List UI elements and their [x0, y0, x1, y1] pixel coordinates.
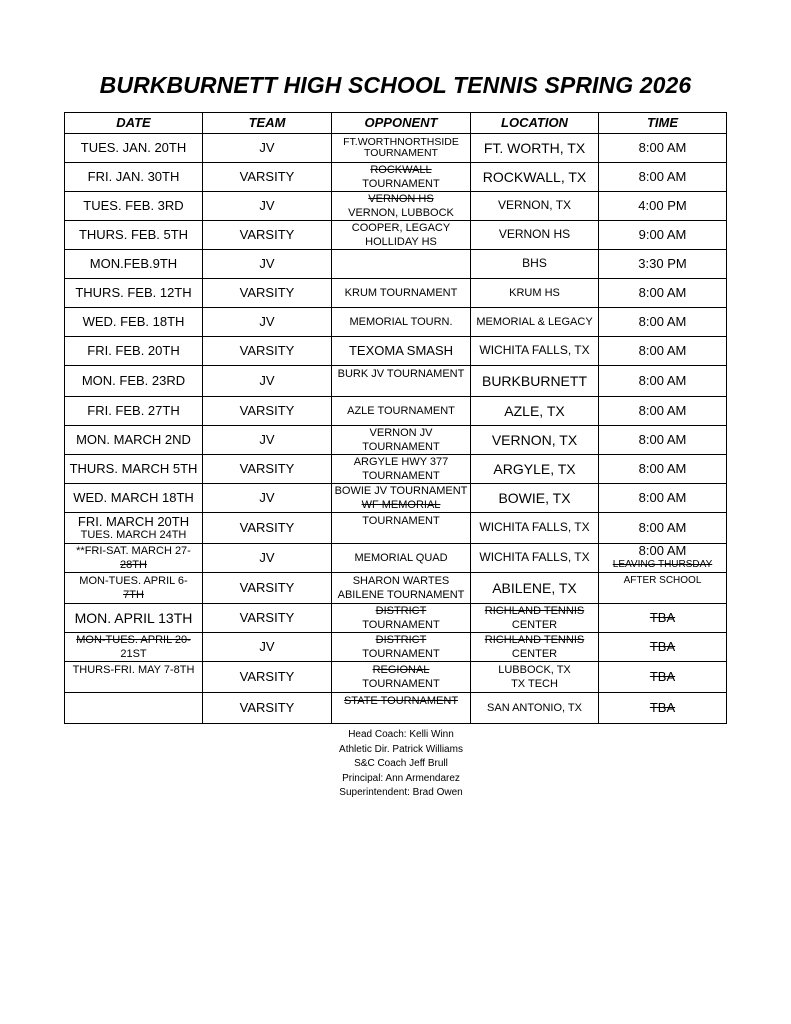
- team-cell: VARSITY: [203, 604, 332, 633]
- opponent-text: TOURNAMENT: [362, 648, 440, 660]
- table-row: [65, 221, 727, 250]
- table-row: [65, 250, 727, 279]
- col-header-opponent: OPPONENT: [332, 113, 471, 134]
- opponent-cell: [332, 662, 471, 693]
- opponent-cell: BURK JV TOURNAMENT: [332, 366, 471, 397]
- athletic-director: Athletic Dir. Patrick Williams: [339, 743, 463, 755]
- team-cell: VARSITY: [203, 279, 332, 308]
- team-cell: JV: [203, 633, 332, 662]
- team-cell: JV: [203, 134, 332, 163]
- head-coach: Head Coach: Kelli Winn: [348, 729, 454, 740]
- location-text: LUBBOCK, TX: [498, 664, 571, 676]
- table-row: [65, 163, 727, 192]
- opponent-text: TOURNAMENT: [362, 619, 440, 631]
- location-cell: ARGYLE, TX: [471, 455, 599, 484]
- opponent-cell: [332, 455, 471, 484]
- time-cell: 8:00 AM: [599, 337, 727, 366]
- date-text: 21ST: [120, 648, 147, 660]
- team-cell: VARSITY: [203, 397, 332, 426]
- date-struck-text: 7TH: [123, 589, 144, 601]
- time-cell: 8:00 AM: [599, 397, 727, 426]
- opponent-text-2: ABILENE TOURNAMENT: [337, 589, 465, 601]
- opponent-text: VERNON, LUBBOCK: [348, 207, 454, 219]
- team-cell: VARSITY: [203, 513, 332, 544]
- opponent-cell: MEMORIAL TOURN.: [332, 308, 471, 337]
- opponent-struck-text: DISTRICT: [375, 634, 427, 646]
- date-cell: MON. APRIL 13TH: [65, 604, 203, 633]
- sc-coach: S&C Coach Jeff Brull: [354, 758, 448, 769]
- time-cell: TBA: [599, 693, 727, 724]
- time-cell: 8:00 AM: [599, 163, 727, 192]
- team-cell: JV: [203, 366, 332, 397]
- date-cell: THURS. FEB. 12TH: [65, 279, 203, 308]
- location-cell: WICHITA FALLS, TX: [471, 544, 599, 573]
- location-cell: VERNON, TX: [471, 192, 599, 221]
- location-cell: [471, 604, 599, 633]
- team-cell: VARSITY: [203, 455, 332, 484]
- opponent-cell: [332, 484, 471, 513]
- date-text: **FRI-SAT. MARCH 27-: [76, 545, 191, 557]
- opponent-cell: [332, 573, 471, 604]
- opponent-text: BOWIE JV TOURNAMENT: [334, 485, 468, 497]
- time-cell: TBA: [599, 662, 727, 693]
- table-row: [65, 337, 727, 366]
- date-cell: TUES. FEB. 3RD: [65, 192, 203, 221]
- team-cell: JV: [203, 426, 332, 455]
- table-row: [65, 573, 727, 604]
- opponent-cell: [332, 163, 471, 192]
- table-row: [65, 455, 727, 484]
- col-header-date: DATE: [65, 113, 203, 134]
- table-row: [65, 426, 727, 455]
- time-cell: [599, 544, 727, 573]
- time-cell: 8:00 AM: [599, 308, 727, 337]
- opponent-struck-text: WF MEMORIAL: [361, 499, 441, 511]
- time-cell: 8:00 AM: [599, 426, 727, 455]
- date-cell: MON. MARCH 2ND: [65, 426, 203, 455]
- team-cell: VARSITY: [203, 221, 332, 250]
- opponent-text-2: HOLLIDAY HS: [365, 236, 437, 248]
- team-cell: JV: [203, 484, 332, 513]
- opponent-cell: STATE TOURNAMENT: [332, 693, 471, 724]
- time-cell: 3:30 PM: [599, 250, 727, 279]
- opponent-cell: TOURNAMENT: [332, 513, 471, 544]
- team-cell: VARSITY: [203, 662, 332, 693]
- location-cell: BOWIE, TX: [471, 484, 599, 513]
- team-cell: JV: [203, 192, 332, 221]
- location-cell: KRUM HS: [471, 279, 599, 308]
- date-cell: [65, 573, 203, 604]
- date-cell: FRI. FEB. 20TH: [65, 337, 203, 366]
- time-cell: 8:00 AM: [599, 484, 727, 513]
- location-cell: MEMORIAL & LEGACY: [471, 308, 599, 337]
- table-row: [65, 397, 727, 426]
- time-cell: 8:00 AM: [599, 279, 727, 308]
- team-cell: JV: [203, 308, 332, 337]
- team-cell: VARSITY: [203, 693, 332, 724]
- location-cell: [471, 662, 599, 693]
- location-struck-text: RICHLAND TENNIS: [484, 605, 585, 617]
- time-text: 8:00 AM: [638, 543, 687, 558]
- table-row: [65, 279, 727, 308]
- location-text-2: TX TECH: [511, 678, 558, 690]
- opponent-struck-text: DISTRICT: [375, 605, 427, 617]
- staff-footer: [331, 728, 471, 801]
- time-struck-text: LEAVING THURSDAY: [612, 559, 713, 570]
- opponent-text: SHARON WARTES: [352, 575, 450, 587]
- header-row: [65, 113, 727, 134]
- opponent-struck-text: VERNON HS: [368, 193, 434, 205]
- schedule-table: [64, 112, 727, 724]
- team-cell: VARSITY: [203, 337, 332, 366]
- time-cell: 8:00 AM: [599, 134, 727, 163]
- time-cell: 8:00 AM: [599, 513, 727, 544]
- location-text: CENTER: [511, 648, 558, 660]
- table-row: [65, 604, 727, 633]
- location-cell: VERNON HS: [471, 221, 599, 250]
- opponent-cell: [332, 192, 471, 221]
- opponent-cell: KRUM TOURNAMENT: [332, 279, 471, 308]
- location-cell: SAN ANTONIO, TX: [471, 693, 599, 724]
- date-cell: WED. MARCH 18TH: [65, 484, 203, 513]
- table-row: [65, 513, 727, 544]
- opponent-cell: TEXOMA SMASH: [332, 337, 471, 366]
- opponent-struck-text: ROCKWALL: [370, 164, 432, 176]
- date-cell: [65, 544, 203, 573]
- date-cell: THURS-FRI. MAY 7-8TH: [65, 662, 203, 693]
- location-cell: ROCKWALL, TX: [471, 163, 599, 192]
- location-text: CENTER: [511, 619, 558, 631]
- page-title: BURKBURNETT HIGH SCHOOL TENNIS SPRING 2026: [99, 72, 692, 98]
- team-cell: JV: [203, 250, 332, 279]
- time-cell: TBA: [599, 604, 727, 633]
- table-row: [65, 693, 727, 724]
- date-text-2: TUES. MARCH 24TH: [80, 528, 187, 541]
- opponent-text: TOURNAMENT: [362, 178, 440, 190]
- date-struck-text: 28TH: [120, 559, 147, 571]
- team-cell: JV: [203, 544, 332, 573]
- opponent-cell: MEMORIAL QUAD: [332, 544, 471, 573]
- table-row: [65, 662, 727, 693]
- date-cell: MON.FEB.9TH: [65, 250, 203, 279]
- table-row: [65, 633, 727, 662]
- col-header-team: TEAM: [203, 113, 332, 134]
- date-cell: THURS. MARCH 5TH: [65, 455, 203, 484]
- location-cell: VERNON, TX: [471, 426, 599, 455]
- team-cell: VARSITY: [203, 573, 332, 604]
- time-cell: TBA: [599, 633, 727, 662]
- location-struck-text: RICHLAND TENNIS: [484, 634, 585, 646]
- opponent-cell: [332, 633, 471, 662]
- col-header-location: LOCATION: [471, 113, 599, 134]
- date-cell: MON. FEB. 23RD: [65, 366, 203, 397]
- table-row: [65, 366, 727, 397]
- opponent-cell: AZLE TOURNAMENT: [332, 397, 471, 426]
- table-row: [65, 192, 727, 221]
- date-cell: FRI. FEB. 27TH: [65, 397, 203, 426]
- location-cell: BHS: [471, 250, 599, 279]
- time-cell: 8:00 AM: [599, 366, 727, 397]
- table-row: [65, 484, 727, 513]
- opponent-cell: [332, 134, 471, 163]
- date-cell: [65, 633, 203, 662]
- location-cell: BURKBURNETT: [471, 366, 599, 397]
- location-cell: WICHITA FALLS, TX: [471, 513, 599, 544]
- table-row: [65, 308, 727, 337]
- principal: Principal: Ann Armendarez: [342, 772, 460, 784]
- location-cell: WICHITA FALLS, TX: [471, 337, 599, 366]
- opponent-text: TOURNAMENT: [362, 678, 440, 690]
- date-cell: THURS. FEB. 5TH: [65, 221, 203, 250]
- location-cell: FT. WORTH, TX: [471, 134, 599, 163]
- opponent-cell: [332, 604, 471, 633]
- date-cell: FRI. JAN. 30TH: [65, 163, 203, 192]
- location-cell: AZLE, TX: [471, 397, 599, 426]
- location-cell: [471, 633, 599, 662]
- table-row: [65, 544, 727, 573]
- location-cell: ABILENE, TX: [471, 573, 599, 604]
- time-cell: 4:00 PM: [599, 192, 727, 221]
- opponent-text: COOPER, LEGACY: [351, 222, 451, 234]
- time-cell: 8:00 AM: [599, 455, 727, 484]
- opponent-cell: [332, 426, 471, 455]
- date-text: MON-TUES. APRIL 6-: [79, 575, 188, 587]
- opponent-text-2: TOURNAMENT: [362, 441, 440, 453]
- opponent-text: ARGYLE HWY 377: [353, 456, 449, 468]
- superintendent: Superintendent: Brad Owen: [339, 787, 463, 798]
- date-struck-text: MON-TUES. APRIL 20-: [76, 634, 191, 646]
- opponent-text-2: TOURNAMENT: [362, 470, 440, 482]
- team-cell: VARSITY: [203, 163, 332, 192]
- opponent-cell: [332, 221, 471, 250]
- opponent-text: FT.WORTHNORTHSIDE TOURNAMENT: [343, 136, 459, 159]
- date-cell: [65, 693, 203, 724]
- date-cell: TUES. JAN. 20TH: [65, 134, 203, 163]
- opponent-cell: [332, 250, 471, 279]
- opponent-struck-text: REGIONAL: [372, 664, 430, 676]
- date-cell: [65, 513, 203, 544]
- time-cell: AFTER SCHOOL: [599, 573, 727, 604]
- time-cell: 9:00 AM: [599, 221, 727, 250]
- col-header-time: TIME: [599, 113, 727, 134]
- opponent-text: VERNON JV: [369, 427, 433, 439]
- date-cell: WED. FEB. 18TH: [65, 308, 203, 337]
- table-row: [65, 134, 727, 163]
- date-text: FRI. MARCH 20TH: [77, 513, 190, 529]
